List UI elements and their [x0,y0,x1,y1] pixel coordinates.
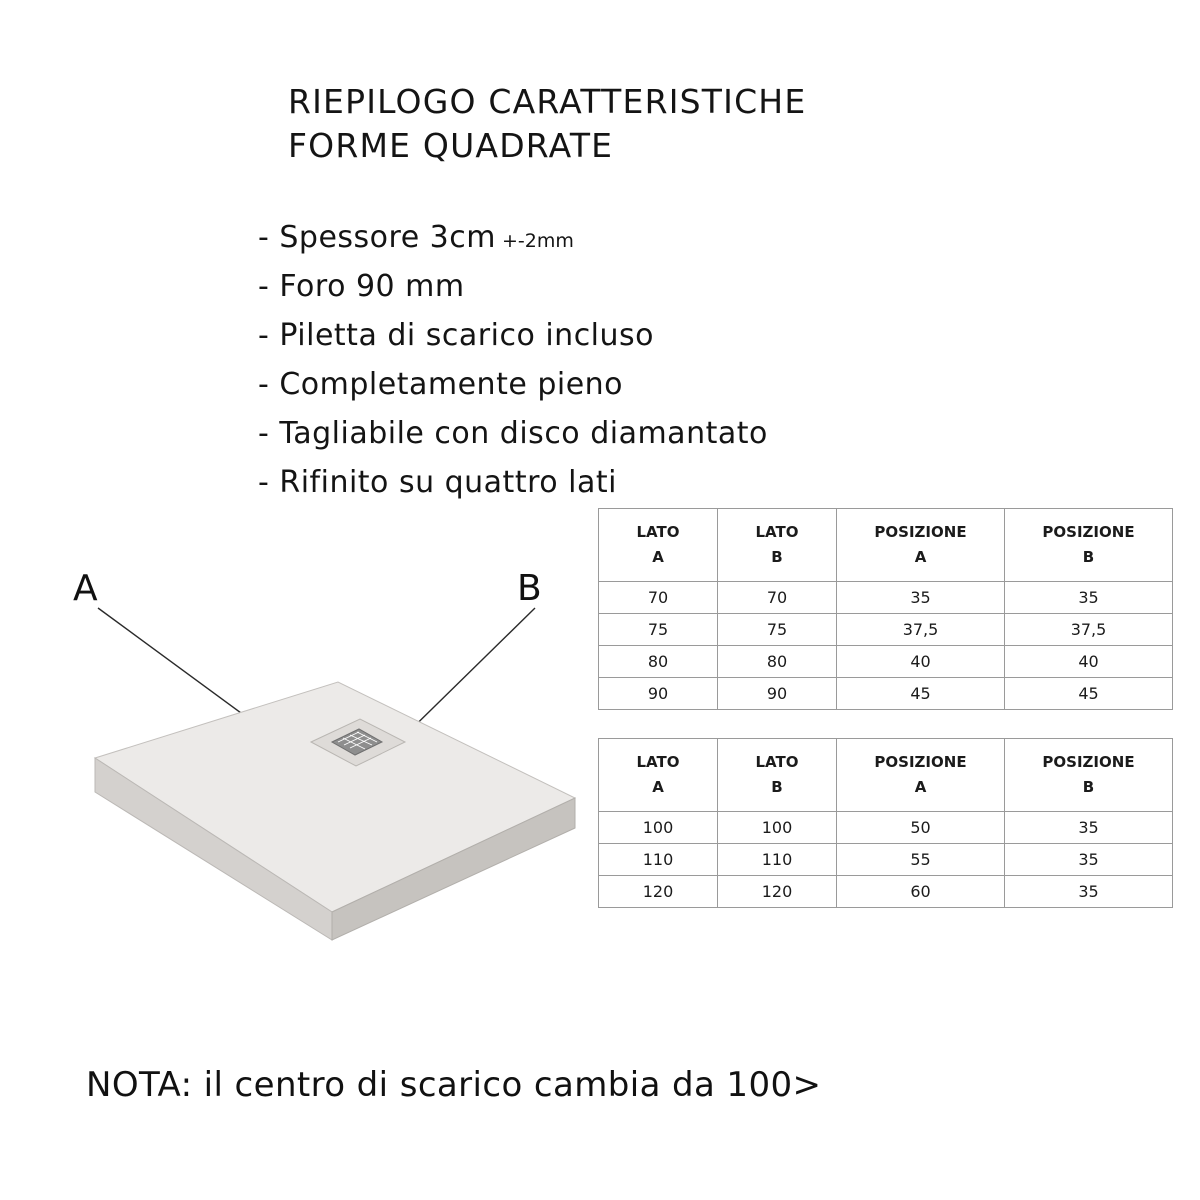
column-header-lato-b [718,509,837,582]
header-bottom: B [1082,778,1095,796]
cell-posizione-b: 45 [1005,678,1173,710]
table-row [599,614,1173,646]
feature-text: - Tagliabile con disco diamantato [258,416,768,451]
column-header-lato-a [599,739,718,812]
feature-text: - Foro 90 mm [258,269,465,304]
feature-text: - Piletta di scarico incluso [258,318,655,353]
cell-lato-a: 100 [599,812,718,844]
cell-posizione-b: 35 [1005,876,1173,908]
size-table-large [598,738,1173,908]
page-title [288,80,988,168]
cell-posizione-b: 35 [1005,582,1173,614]
cell-lato-b: 110 [718,844,837,876]
table-row [599,876,1173,908]
table-header-row [599,509,1173,582]
cell-posizione-b: 40 [1005,646,1173,678]
note-text: NOTA: il centro di scarico cambia da 100> [86,1065,822,1105]
header-bottom: B [1082,548,1095,566]
list-item [258,264,1018,313]
list-item [258,460,1018,509]
header-bottom: B [771,548,783,566]
column-header-posizione-b [1005,739,1173,812]
cell-lato-a: 120 [599,876,718,908]
cell-lato-b: 70 [718,582,837,614]
table-row [599,812,1173,844]
cell-lato-b: 120 [718,876,837,908]
table-row [599,678,1173,710]
header-bottom: B [771,778,783,796]
header-top: LATO [636,523,680,541]
feature-list [258,215,1018,509]
tray-top-face [95,682,575,912]
column-header-posizione-a [837,509,1005,582]
cell-lato-a: 70 [599,582,718,614]
header-bottom: A [652,548,664,566]
feature-superscript [654,328,660,350]
feature-text: - Spessore 3cm [258,220,496,255]
cell-lato-b: 100 [718,812,837,844]
header-top: POSIZIONE [1042,753,1135,771]
callout-label-a: A [73,568,98,609]
cell-lato-b: 75 [718,614,837,646]
cell-posizione-a: 45 [837,678,1005,710]
header-top: POSIZIONE [1042,523,1135,541]
cell-posizione-a: 50 [837,812,1005,844]
list-item [258,313,1018,362]
list-item [258,362,1018,411]
header-top: POSIZIONE [874,523,967,541]
callout-label-b: B [517,568,542,609]
cell-posizione-a: 55 [837,844,1005,876]
header-top: POSIZIONE [874,753,967,771]
column-header-lato-a [599,509,718,582]
header-bottom: A [652,778,664,796]
feature-superscript: +-2mm [502,230,574,252]
size-table-small [598,508,1173,710]
table-header-row [599,739,1173,812]
cell-posizione-b: 35 [1005,844,1173,876]
column-header-posizione-a [837,739,1005,812]
feature-text: - Rifinito su quattro lati [258,465,617,500]
cell-posizione-a: 35 [837,582,1005,614]
cell-posizione-a: 40 [837,646,1005,678]
feature-superscript [768,426,774,448]
cell-lato-a: 110 [599,844,718,876]
header-bottom: A [914,778,927,796]
table-row [599,582,1173,614]
shower-tray-diagram [55,540,615,960]
column-header-posizione-b [1005,509,1173,582]
list-item [258,411,1018,460]
title-line-2: FORME QUADRATE [288,126,614,165]
list-item [258,215,1018,264]
header-top: LATO [755,753,799,771]
cell-lato-b: 90 [718,678,837,710]
cell-lato-b: 80 [718,646,837,678]
feature-text: - Completamente pieno [258,367,624,402]
cell-lato-a: 75 [599,614,718,646]
table-row [599,844,1173,876]
cell-posizione-b: 37,5 [1005,614,1173,646]
table-row [599,646,1173,678]
feature-superscript [623,377,629,399]
header-bottom: A [914,548,927,566]
column-header-lato-b [718,739,837,812]
header-top: LATO [636,753,680,771]
cell-lato-a: 90 [599,678,718,710]
cell-posizione-b: 35 [1005,812,1173,844]
header-top: LATO [755,523,799,541]
cell-posizione-a: 60 [837,876,1005,908]
title-line-1: RIEPILOGO CARATTERISTICHE [288,82,807,121]
cell-posizione-a: 37,5 [837,614,1005,646]
feature-superscript [617,475,623,497]
feature-superscript [465,279,471,301]
cell-lato-a: 80 [599,646,718,678]
